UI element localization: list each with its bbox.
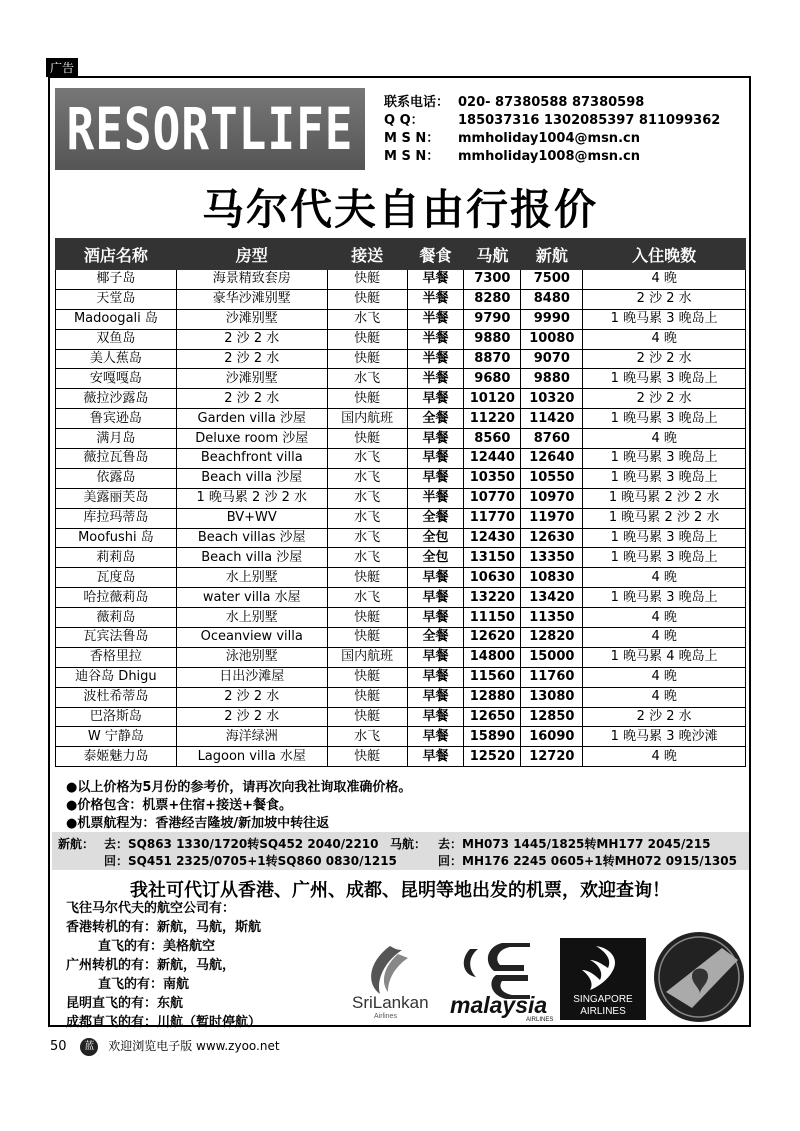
- table-cell: 海洋绿洲: [176, 727, 327, 747]
- table-cell: Beachfront villa: [176, 449, 327, 469]
- table-cell: 13420: [521, 588, 583, 608]
- malaysia-sub: AIRLINES: [526, 1017, 554, 1023]
- table-cell: Moofushi 岛: [56, 528, 177, 548]
- table-cell: 10350: [464, 468, 521, 488]
- table-cell: 9990: [521, 309, 583, 329]
- table-cell: 全包: [407, 548, 464, 568]
- table-cell: 2 沙 2 水: [583, 389, 746, 409]
- singapore-name-2: AIRLINES: [580, 1006, 626, 1017]
- table-cell: 快艇: [327, 349, 407, 369]
- table-cell: 早餐: [407, 568, 464, 588]
- table-cell: 2 沙 2 水: [583, 707, 746, 727]
- footer-text: 欢迎浏览电子版 www.zyoo.net: [108, 1039, 280, 1053]
- table-cell: 国内航班: [327, 409, 407, 429]
- table-row: [56, 528, 746, 548]
- airline-line: 直飞的有：美格航空: [98, 939, 216, 954]
- notes: [66, 779, 411, 833]
- airline-line: 成都直飞的有：川航（暂时停航）: [66, 1015, 262, 1030]
- table-cell: 早餐: [407, 667, 464, 687]
- table-cell: 香格里拉: [56, 647, 177, 667]
- table-cell: Beach villa 沙屋: [176, 548, 327, 568]
- airline-line: 广州转机的有：新航，马航，: [66, 958, 236, 973]
- table-cell: 早餐: [407, 429, 464, 449]
- table-cell: 水飞: [327, 548, 407, 568]
- table-row: [56, 349, 746, 369]
- table-row: [56, 309, 746, 329]
- table-cell: 1 晚马累 4 晚岛上: [583, 647, 746, 667]
- price-table: [55, 238, 746, 767]
- sq-outbound: 去：SQ863 1330/1720转SQ452 2040/2210: [104, 837, 379, 851]
- table-cell: 12820: [521, 628, 583, 648]
- note-item: ●机票航程为：香港经吉隆坡/新加坡中转往返: [66, 816, 330, 831]
- table-cell: 半餐: [407, 488, 464, 508]
- srilankan-sub: Airlines: [374, 1013, 397, 1020]
- table-cell: 15000: [521, 647, 583, 667]
- table-cell: 豪华沙滩别墅: [176, 289, 327, 309]
- table-cell: BV+WV: [176, 508, 327, 528]
- table-cell: 水上别墅: [176, 608, 327, 628]
- table-cell: 水飞: [327, 508, 407, 528]
- table-cell: 海景精致套房: [176, 270, 327, 290]
- table-cell: 早餐: [407, 449, 464, 469]
- table-cell: 泰姬魅力岛: [56, 747, 177, 767]
- table-body: [56, 270, 746, 767]
- table-cell: 1 晚马累 2 沙 2 水: [583, 508, 746, 528]
- table-cell: 1 晚马累 3 晚岛上: [583, 369, 746, 389]
- table-cell: 国内航班: [327, 647, 407, 667]
- table-cell: 9680: [464, 369, 521, 389]
- page-footer: [50, 1037, 280, 1056]
- table-cell: 12640: [521, 449, 583, 469]
- table-cell: 1 晚马累 3 晚岛上: [583, 409, 746, 429]
- table-cell: 水上别墅: [176, 568, 327, 588]
- table-cell: 沙滩别墅: [176, 309, 327, 329]
- table-row: [56, 429, 746, 449]
- table-cell: 11560: [464, 667, 521, 687]
- table-cell: 早餐: [407, 647, 464, 667]
- column-header: 酒店名称: [56, 239, 177, 270]
- table-cell: 4 晚: [583, 270, 746, 290]
- table-row: [56, 449, 746, 469]
- table-cell: water villa 水屋: [176, 588, 327, 608]
- contact-block: [384, 94, 720, 166]
- table-cell: 1 晚马累 3 晚沙滩: [583, 727, 746, 747]
- table-cell: 美露丽芙岛: [56, 488, 177, 508]
- table-row: [56, 468, 746, 488]
- table-cell: 快艇: [327, 429, 407, 449]
- table-cell: 10630: [464, 568, 521, 588]
- note-item: ●以上价格为5月份的参考价，请再次向我社询取准确价格。: [66, 780, 412, 795]
- table-cell: 8280: [464, 289, 521, 309]
- table-cell: Oceanview villa: [176, 628, 327, 648]
- table-cell: 水飞: [327, 588, 407, 608]
- table-cell: 14800: [464, 647, 521, 667]
- table-cell: 2 沙 2 水: [176, 389, 327, 409]
- table-cell: 13080: [521, 687, 583, 707]
- table-row: [56, 568, 746, 588]
- table-cell: 15890: [464, 727, 521, 747]
- srilankan-name: SriLankan: [352, 993, 429, 1012]
- malaysia-name: malaysia: [450, 992, 548, 1018]
- table-cell: 薇莉岛: [56, 608, 177, 628]
- ticket-banner: 我社可代订从香港、广州、成都、昆明等地出发的机票，欢迎查询！: [130, 880, 670, 901]
- table-row: [56, 270, 746, 290]
- note-item: ●价格包含：机票+住宿+接送+餐食。: [66, 798, 293, 813]
- table-cell: 全餐: [407, 628, 464, 648]
- table-cell: 9790: [464, 309, 521, 329]
- table-cell: 快艇: [327, 329, 407, 349]
- table-row: [56, 289, 746, 309]
- table-cell: 12650: [464, 707, 521, 727]
- airline-line: 直飞的有：南航: [98, 977, 190, 992]
- page-title: 马尔代夫自由行报价: [201, 185, 598, 234]
- table-cell: 9880: [521, 369, 583, 389]
- table-row: [56, 747, 746, 767]
- table-cell: 1 晚马累 3 晚岛上: [583, 309, 746, 329]
- table-cell: 早餐: [407, 727, 464, 747]
- table-cell: 鲁宾逊岛: [56, 409, 177, 429]
- table-cell: 8760: [521, 429, 583, 449]
- mh-return: 回：MH176 2245 0605+1转MH072 0915/1305: [438, 854, 737, 868]
- table-cell: 11970: [521, 508, 583, 528]
- china-southern-logo: [652, 930, 746, 1024]
- ad-tag: 广告: [46, 58, 78, 77]
- table-row: [56, 687, 746, 707]
- table-cell: 10320: [521, 389, 583, 409]
- table-cell: 美人蕉岛: [56, 349, 177, 369]
- table-cell: 早餐: [407, 468, 464, 488]
- table-cell: 2 沙 2 水: [583, 289, 746, 309]
- mh-label: 马航：: [390, 837, 427, 851]
- table-cell: 天堂岛: [56, 289, 177, 309]
- table-cell: 早餐: [407, 687, 464, 707]
- table-row: [56, 508, 746, 528]
- table-cell: 1 晚马累 2 沙 2 水: [176, 488, 327, 508]
- airline-line: 香港转机的有：新航，马航，斯航: [66, 920, 262, 935]
- table-cell: Beach villa 沙屋: [176, 468, 327, 488]
- table-cell: 水飞: [327, 449, 407, 469]
- airline-list: [66, 899, 261, 1032]
- table-cell: 11420: [521, 409, 583, 429]
- malaysia-airlines-logo: [446, 935, 558, 1023]
- table-cell: 早餐: [407, 270, 464, 290]
- table-cell: 11220: [464, 409, 521, 429]
- table-cell: 快艇: [327, 389, 407, 409]
- table-cell: 快艇: [327, 289, 407, 309]
- table-cell: 7300: [464, 270, 521, 290]
- table-cell: 全餐: [407, 508, 464, 528]
- table-cell: 半餐: [407, 309, 464, 329]
- table-cell: 依露岛: [56, 468, 177, 488]
- table-cell: 半餐: [407, 329, 464, 349]
- table-header: [56, 239, 746, 270]
- table-cell: 2 沙 2 水: [176, 329, 327, 349]
- table-cell: 12880: [464, 687, 521, 707]
- flight-schedule: [52, 832, 749, 870]
- contact-row: Q Q： 185037316 1302085397 811099362: [384, 113, 721, 128]
- table-cell: W 宁静岛: [56, 727, 177, 747]
- table-cell: 1 晚马累 3 晚岛上: [583, 528, 746, 548]
- table-cell: Garden villa 沙屋: [176, 409, 327, 429]
- singapore-name-1: SINGAPORE: [573, 994, 633, 1005]
- table-cell: 日出沙滩屋: [176, 667, 327, 687]
- table-cell: 早餐: [407, 707, 464, 727]
- table-row: [56, 707, 746, 727]
- table-cell: 瓦宾法鲁岛: [56, 628, 177, 648]
- table-cell: 沙滩别墅: [176, 369, 327, 389]
- table-cell: 全餐: [407, 409, 464, 429]
- table-cell: 10830: [521, 568, 583, 588]
- table-cell: 8480: [521, 289, 583, 309]
- table-cell: 12630: [521, 528, 583, 548]
- table-cell: Beach villas 沙屋: [176, 528, 327, 548]
- brand-name: RESORTLIFE: [66, 95, 354, 163]
- table-cell: 4 晚: [583, 747, 746, 767]
- table-cell: 1 晚马累 3 晚岛上: [583, 449, 746, 469]
- table-cell: 薇拉瓦鲁岛: [56, 449, 177, 469]
- table-cell: 半餐: [407, 349, 464, 369]
- table-cell: 2 沙 2 水: [176, 349, 327, 369]
- table-cell: 9070: [521, 349, 583, 369]
- table-cell: 1 晚马累 3 晚岛上: [583, 468, 746, 488]
- table-cell: 10970: [521, 488, 583, 508]
- table-cell: Madoogali 岛: [56, 309, 177, 329]
- column-header: 入住晚数: [583, 239, 746, 270]
- table-cell: 全包: [407, 528, 464, 548]
- table-row: [56, 647, 746, 667]
- table-cell: 泳池别墅: [176, 647, 327, 667]
- table-cell: 瓦度岛: [56, 568, 177, 588]
- table-row: [56, 369, 746, 389]
- table-cell: 12430: [464, 528, 521, 548]
- table-row: [56, 389, 746, 409]
- singapore-airlines-logo: [560, 938, 646, 1020]
- table-cell: 波杜希蒂岛: [56, 687, 177, 707]
- table-cell: 快艇: [327, 667, 407, 687]
- table-cell: 2 沙 2 水: [176, 707, 327, 727]
- table-cell: 快艇: [327, 707, 407, 727]
- table-row: [56, 488, 746, 508]
- sq-return: 回：SQ451 2325/0705+1转SQ860 0830/1215: [104, 854, 397, 868]
- table-cell: 4 晚: [583, 608, 746, 628]
- table-cell: 4 晚: [583, 329, 746, 349]
- srilankan-logo: [350, 940, 442, 1020]
- table-cell: 快艇: [327, 608, 407, 628]
- magazine-badge-icon: 蓝: [80, 1038, 98, 1056]
- table-cell: 10120: [464, 389, 521, 409]
- table-cell: 水飞: [327, 468, 407, 488]
- mh-outbound: 去：MH073 1445/1825转MH177 2045/215: [438, 837, 711, 851]
- table-cell: 快艇: [327, 270, 407, 290]
- table-cell: 9880: [464, 329, 521, 349]
- table-cell: 1 晚马累 2 沙 2 水: [583, 488, 746, 508]
- table-cell: 12440: [464, 449, 521, 469]
- column-header: 马航: [464, 239, 521, 270]
- table-row: [56, 548, 746, 568]
- table-cell: 双鱼岛: [56, 329, 177, 349]
- table-row: [56, 329, 746, 349]
- table-cell: 2 沙 2 水: [176, 687, 327, 707]
- table-cell: 早餐: [407, 608, 464, 628]
- table-cell: 早餐: [407, 389, 464, 409]
- resortlife-logo: [55, 88, 365, 170]
- table-cell: 4 晚: [583, 687, 746, 707]
- table-cell: 半餐: [407, 369, 464, 389]
- table-cell: 库拉玛蒂岛: [56, 508, 177, 528]
- table-cell: 1 晚马累 3 晚岛上: [583, 548, 746, 568]
- table-cell: 半餐: [407, 289, 464, 309]
- table-cell: 12850: [521, 707, 583, 727]
- table-row: [56, 608, 746, 628]
- table-row: [56, 727, 746, 747]
- table-cell: 4 晚: [583, 667, 746, 687]
- table-cell: 2 沙 2 水: [583, 349, 746, 369]
- table-cell: 水飞: [327, 369, 407, 389]
- table-cell: 水飞: [327, 309, 407, 329]
- airline-line: 飞往马尔代夫的航空公司有：: [66, 901, 236, 916]
- table-cell: 快艇: [327, 628, 407, 648]
- table-cell: 哈拉薇莉岛: [56, 588, 177, 608]
- table-cell: 水飞: [327, 488, 407, 508]
- table-cell: 11760: [521, 667, 583, 687]
- table-cell: 早餐: [407, 588, 464, 608]
- table-cell: 巴洛斯岛: [56, 707, 177, 727]
- table-cell: 13220: [464, 588, 521, 608]
- table-cell: 13150: [464, 548, 521, 568]
- table-cell: 水飞: [327, 727, 407, 747]
- table-cell: 4 晚: [583, 429, 746, 449]
- contact-row: M S N： mmholiday1008@msn.cn: [384, 149, 640, 164]
- table-cell: 迪谷岛 Dhigu: [56, 667, 177, 687]
- table-cell: 8560: [464, 429, 521, 449]
- table-cell: 16090: [521, 727, 583, 747]
- table-cell: 13350: [521, 548, 583, 568]
- column-header: 新航: [521, 239, 583, 270]
- contact-row: M S N： mmholiday1004@msn.cn: [384, 131, 640, 146]
- table-cell: 1 晚马累 3 晚岛上: [583, 588, 746, 608]
- column-header: 餐食: [407, 239, 464, 270]
- table-cell: 7500: [521, 270, 583, 290]
- table-cell: 满月岛: [56, 429, 177, 449]
- table-cell: 11150: [464, 608, 521, 628]
- column-header: 接送: [327, 239, 407, 270]
- table-cell: 安嘎嘎岛: [56, 369, 177, 389]
- table-cell: 椰子岛: [56, 270, 177, 290]
- table-cell: 4 晚: [583, 568, 746, 588]
- table-row: [56, 667, 746, 687]
- table-cell: 水飞: [327, 528, 407, 548]
- table-cell: 8870: [464, 349, 521, 369]
- table-cell: 11350: [521, 608, 583, 628]
- column-header: 房型: [176, 239, 327, 270]
- table-cell: 快艇: [327, 747, 407, 767]
- table-row: [56, 628, 746, 648]
- table-row: [56, 588, 746, 608]
- table-cell: 4 晚: [583, 628, 746, 648]
- contact-row: 联系电话： 020- 87380588 87380598: [384, 95, 645, 110]
- sq-label: 新航：: [58, 837, 95, 851]
- table-cell: 快艇: [327, 687, 407, 707]
- table-cell: 12520: [464, 747, 521, 767]
- table-cell: 10770: [464, 488, 521, 508]
- table-cell: 快艇: [327, 568, 407, 588]
- table-cell: 10550: [521, 468, 583, 488]
- airline-line: 昆明直飞的有：东航: [66, 996, 184, 1011]
- table-cell: 12720: [521, 747, 583, 767]
- table-cell: 薇拉沙露岛: [56, 389, 177, 409]
- table-cell: 12620: [464, 628, 521, 648]
- table-cell: 11770: [464, 508, 521, 528]
- table-cell: Lagoon villa 水屋: [176, 747, 327, 767]
- page-number: 50: [50, 1039, 67, 1054]
- table-cell: 莉莉岛: [56, 548, 177, 568]
- table-cell: Deluxe room 沙屋: [176, 429, 327, 449]
- table-cell: 10080: [521, 329, 583, 349]
- table-row: [56, 409, 746, 429]
- table-cell: 早餐: [407, 747, 464, 767]
